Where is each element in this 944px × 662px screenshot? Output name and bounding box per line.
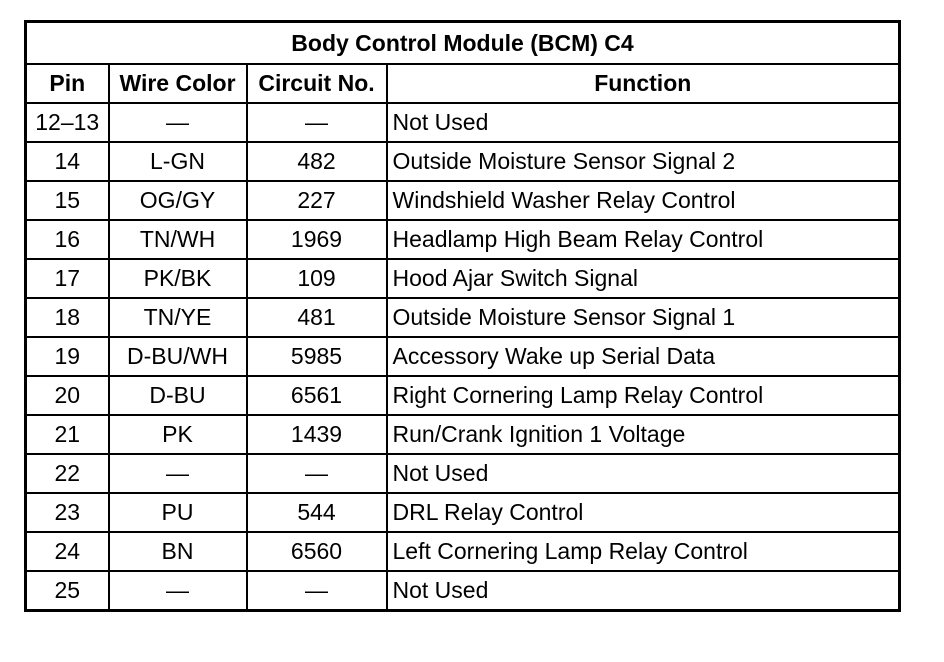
pin-cell: 18 <box>26 298 109 337</box>
wire-color-cell: TN/YE <box>109 298 247 337</box>
circuit-number-cell: — <box>247 103 387 142</box>
pin-cell: 24 <box>26 532 109 571</box>
function-cell: Hood Ajar Switch Signal <box>387 259 900 298</box>
circuit-number-cell: 109 <box>247 259 387 298</box>
circuit-number-cell: 6560 <box>247 532 387 571</box>
pin-cell: 23 <box>26 493 109 532</box>
table-row <box>26 220 900 259</box>
table-row <box>26 571 900 611</box>
table-row <box>26 298 900 337</box>
wire-color-cell: PU <box>109 493 247 532</box>
function-cell: DRL Relay Control <box>387 493 900 532</box>
table-row <box>26 337 900 376</box>
table-row <box>26 532 900 571</box>
function-cell: Accessory Wake up Serial Data <box>387 337 900 376</box>
circuit-number-cell: 482 <box>247 142 387 181</box>
table-row <box>26 259 900 298</box>
circuit-number-cell: 1969 <box>247 220 387 259</box>
pin-cell: 14 <box>26 142 109 181</box>
table-row <box>26 142 900 181</box>
pin-cell: 22 <box>26 454 109 493</box>
header-circuit-number: Circuit No. <box>247 64 387 103</box>
table-title-row <box>26 22 900 65</box>
circuit-number-cell: 227 <box>247 181 387 220</box>
wire-color-cell: D-BU <box>109 376 247 415</box>
wire-color-cell: — <box>109 571 247 611</box>
table-row <box>26 493 900 532</box>
table-row <box>26 181 900 220</box>
pin-cell: 19 <box>26 337 109 376</box>
table-row <box>26 376 900 415</box>
table-body <box>26 103 900 611</box>
wire-color-cell: OG/GY <box>109 181 247 220</box>
wire-color-cell: TN/WH <box>109 220 247 259</box>
function-cell: Left Cornering Lamp Relay Control <box>387 532 900 571</box>
wire-color-cell: D-BU/WH <box>109 337 247 376</box>
table-row <box>26 415 900 454</box>
pin-cell: 12–13 <box>26 103 109 142</box>
wire-color-cell: PK <box>109 415 247 454</box>
function-cell: Run/Crank Ignition 1 Voltage <box>387 415 900 454</box>
function-cell: Right Cornering Lamp Relay Control <box>387 376 900 415</box>
wire-color-cell: PK/BK <box>109 259 247 298</box>
circuit-number-cell: 6561 <box>247 376 387 415</box>
function-cell: Outside Moisture Sensor Signal 1 <box>387 298 900 337</box>
function-cell: Windshield Washer Relay Control <box>387 181 900 220</box>
circuit-number-cell: 481 <box>247 298 387 337</box>
header-function: Function <box>387 64 900 103</box>
connector-pinout-table <box>24 20 901 612</box>
circuit-number-cell: 1439 <box>247 415 387 454</box>
wire-color-cell: BN <box>109 532 247 571</box>
wire-color-cell: L-GN <box>109 142 247 181</box>
header-wire-color: Wire Color <box>109 64 247 103</box>
table-title: Body Control Module (BCM) C4 <box>26 22 900 65</box>
header-pin: Pin <box>26 64 109 103</box>
circuit-number-cell: — <box>247 571 387 611</box>
function-cell: Headlamp High Beam Relay Control <box>387 220 900 259</box>
function-cell: Not Used <box>387 103 900 142</box>
circuit-number-cell: 5985 <box>247 337 387 376</box>
circuit-number-cell: — <box>247 454 387 493</box>
header-row <box>26 64 900 103</box>
pin-cell: 25 <box>26 571 109 611</box>
pin-cell: 15 <box>26 181 109 220</box>
table-row <box>26 454 900 493</box>
function-cell: Outside Moisture Sensor Signal 2 <box>387 142 900 181</box>
pin-cell: 21 <box>26 415 109 454</box>
table-row <box>26 103 900 142</box>
wire-color-cell: — <box>109 454 247 493</box>
pin-cell: 20 <box>26 376 109 415</box>
wire-color-cell: — <box>109 103 247 142</box>
circuit-number-cell: 544 <box>247 493 387 532</box>
function-cell: Not Used <box>387 454 900 493</box>
pin-cell: 17 <box>26 259 109 298</box>
pin-cell: 16 <box>26 220 109 259</box>
function-cell: Not Used <box>387 571 900 611</box>
